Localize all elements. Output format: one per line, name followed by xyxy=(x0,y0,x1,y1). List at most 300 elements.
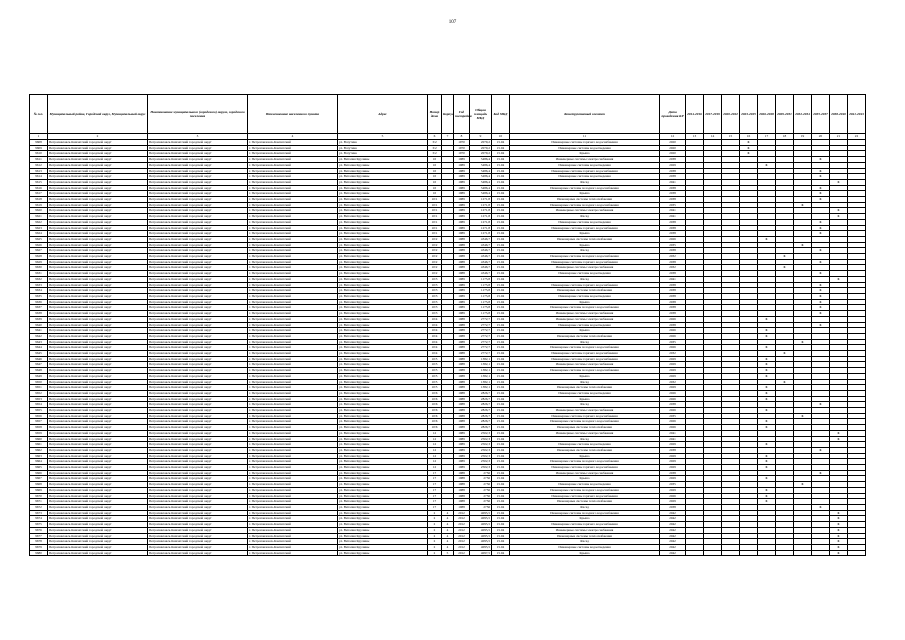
district-cell: Петропавловск-Камчатский городской округ xyxy=(48,345,148,351)
repair-date-cell: 2042 xyxy=(660,527,686,533)
settlement-cell: Петропавловск-Камчатский городской округ xyxy=(148,351,248,357)
element-cell: Фасад xyxy=(510,539,660,545)
house-number-cell: 10/6 xyxy=(428,390,442,396)
element-cell: Инженерные системы электроснабжения xyxy=(510,470,660,476)
element-cell: Инженерные системы теплоснабжения xyxy=(510,425,660,431)
column-number: 11 xyxy=(510,134,660,140)
street-cell: ул. Виталия Кручины xyxy=(338,271,428,277)
settlement-cell: Петропавловск-Камчатский городской округ xyxy=(148,459,248,465)
street-cell: ул. Виталия Кручины xyxy=(338,322,428,328)
settlement-cell: Петропавловск-Камчатский городской округ xyxy=(148,539,248,545)
column-number: 14 xyxy=(704,134,722,140)
repair-date-cell: 2041 xyxy=(660,276,686,282)
district-cell: Петропавловск-Камчатский городской округ xyxy=(48,316,148,322)
district-cell: Петропавловск-Камчатский городской округ xyxy=(48,276,148,282)
row-number: 9632 xyxy=(30,276,48,282)
repair-date-cell: 2042 xyxy=(660,533,686,539)
locality-cell: г. Петропавловск-Камчатский xyxy=(248,459,338,465)
district-cell: Петропавловск-Камчатский городской округ xyxy=(48,482,148,488)
house-number-cell: 2 xyxy=(428,522,442,528)
period-cell: X xyxy=(758,396,776,402)
column-number: 22 xyxy=(848,134,866,140)
year-cell: 1988 xyxy=(454,499,470,505)
street-cell: ул. Виталия Кручины xyxy=(338,351,428,357)
settlement-cell: Петропавловск-Камчатский городской округ xyxy=(148,413,248,419)
building-cell: 4 xyxy=(442,544,454,550)
column-number: 5 xyxy=(338,134,428,140)
settlement-cell: Петропавловск-Камчатский городской округ xyxy=(148,493,248,499)
year-cell: 1989 xyxy=(454,465,470,471)
house-number-cell: 10 xyxy=(428,191,442,197)
element-cell: Инженерные системы водоотведения xyxy=(510,293,660,299)
locality-cell: г. Петропавловск-Камчатский xyxy=(248,151,338,157)
code-cell: 15.04 xyxy=(492,311,510,317)
row-number: 9664 xyxy=(30,459,48,465)
element-cell: Инженерные системы электроснабжения xyxy=(510,208,660,214)
house-number-cell: 2 xyxy=(428,527,442,533)
locality-cell: г. Петропавловск-Камчатский xyxy=(248,197,338,203)
code-cell: 15.04 xyxy=(492,179,510,185)
locality-cell: г. Петропавловск-Камчатский xyxy=(248,356,338,362)
row-number: 9614 xyxy=(30,174,48,180)
row-number: 9627 xyxy=(30,248,48,254)
period-cell: X xyxy=(812,322,830,328)
code-cell: 15.04 xyxy=(492,465,510,471)
street-cell: ул. Виталия Кручины xyxy=(338,453,428,459)
area-cell: 4346,7 xyxy=(470,265,492,271)
district-cell: Петропавловск-Камчатский городской округ xyxy=(48,447,148,453)
element-cell: Инженерные системы электроснабжения xyxy=(510,527,660,533)
repair-date-cell: 2035 xyxy=(660,202,686,208)
year-cell: 1989 xyxy=(454,436,470,442)
street-cell: ул. Виталия Кручины xyxy=(338,436,428,442)
locality-cell: г. Петропавловск-Камчатский xyxy=(248,510,338,516)
period-cell: X xyxy=(830,208,848,214)
year-cell: 1988 xyxy=(454,236,470,242)
repair-date-cell: 2038 xyxy=(660,299,686,305)
area-cell: 1271,8 xyxy=(470,202,492,208)
district-cell: Петропавловск-Камчатский городской округ xyxy=(48,168,148,174)
locality-cell: г. Петропавловск-Камчатский xyxy=(248,333,338,339)
district-cell: Петропавловск-Камчатский городской округ xyxy=(48,539,148,545)
street-cell: ул. Виталия Кручины xyxy=(338,550,428,556)
settlement-cell: Петропавловск-Камчатский городской округ xyxy=(148,373,248,379)
settlement-cell: Петропавловск-Камчатский городской округ xyxy=(148,527,248,533)
code-cell: 15.04 xyxy=(492,459,510,465)
repair-date-cell: 2026 xyxy=(660,236,686,242)
street-cell: ул. Виталия Кручины xyxy=(338,510,428,516)
code-cell: 15.04 xyxy=(492,265,510,271)
locality-cell: г. Петропавловск-Камчатский xyxy=(248,368,338,374)
code-cell: 15.04 xyxy=(492,487,510,493)
row-number: 9673 xyxy=(30,510,48,516)
house-number-cell: 10/4 xyxy=(428,351,442,357)
house-number-cell: 10 xyxy=(428,162,442,168)
code-cell: 15.04 xyxy=(492,282,510,288)
row-number: 9620 xyxy=(30,208,48,214)
column-header: Дата проведения КР xyxy=(660,95,686,134)
row-number: 9644 xyxy=(30,345,48,351)
house-number-cell: 12 xyxy=(428,453,442,459)
element-cell: Инженерные системы водоотведения xyxy=(510,219,660,225)
period-cell: X xyxy=(758,356,776,362)
element-cell: Инженерные системы электроснабжения xyxy=(510,408,660,414)
district-cell: Петропавловск-Камчатский городской округ xyxy=(48,271,148,277)
period-cell: X xyxy=(812,282,830,288)
district-cell: Петропавловск-Камчатский городской округ xyxy=(48,151,148,157)
settlement-cell: Петропавловск-Камчатский городской округ xyxy=(148,191,248,197)
repair-date-cell: 2029 xyxy=(660,373,686,379)
street-cell: ул. Виталия Кручины xyxy=(338,236,428,242)
district-cell: Петропавловск-Камчатский городской округ xyxy=(48,140,148,146)
row-number: 9662 xyxy=(30,447,48,453)
column-header: Наименование населенного пункта xyxy=(248,95,338,134)
year-cell: 1989 xyxy=(454,157,470,163)
column-header: 2017-2019 xyxy=(704,95,722,134)
repair-date-cell: 2038 xyxy=(660,271,686,277)
year-cell: 1989 xyxy=(454,430,470,436)
code-cell: 15.04 xyxy=(492,145,510,151)
area-cell: 1382,1 xyxy=(470,368,492,374)
house-number-cell: 10/2 xyxy=(428,259,442,265)
code-cell: 15.04 xyxy=(492,299,510,305)
house-number-cell: 10/4 xyxy=(428,339,442,345)
locality-cell: г. Петропавловск-Камчатский xyxy=(248,470,338,476)
street-cell: ул. Виталия Кручины xyxy=(338,328,428,334)
street-cell: ул. Виталия Кручины xyxy=(338,368,428,374)
row-number: 9618 xyxy=(30,197,48,203)
area-cell: 1175,8 xyxy=(470,299,492,305)
repair-date-cell: 2038 xyxy=(660,174,686,180)
repair-date-cell: 2042 xyxy=(660,516,686,522)
settlement-cell: Петропавловск-Камчатский городской округ xyxy=(148,179,248,185)
area-cell: 4346,7 xyxy=(470,271,492,277)
house-number-cell: 10/6 xyxy=(428,413,442,419)
year-cell: 1988 xyxy=(454,482,470,488)
period-cell: X xyxy=(812,305,830,311)
area-cell: 2756 xyxy=(470,505,492,511)
street-cell: ул. Виталия Кручины xyxy=(338,333,428,339)
house-number-cell: 10/3 xyxy=(428,293,442,299)
street-cell: ул. Виталия Кручины xyxy=(338,356,428,362)
row-number: 9608 xyxy=(30,140,48,146)
street-cell: ул. Виталия Кручины xyxy=(338,527,428,533)
element-cell: Крыша xyxy=(510,453,660,459)
locality-cell: г. Петропавловск-Камчатский xyxy=(248,442,338,448)
period-cell: X xyxy=(758,465,776,471)
repair-date-cell: 2041 xyxy=(660,430,686,436)
repair-date-cell: 2026 xyxy=(660,345,686,351)
code-cell: 15.04 xyxy=(492,425,510,431)
repair-date-cell: 2038 xyxy=(660,219,686,225)
period-cell: X xyxy=(740,151,758,157)
street-cell: ул. Виталия Кручины xyxy=(338,390,428,396)
row-number: 9656 xyxy=(30,413,48,419)
row-number: 9635 xyxy=(30,293,48,299)
area-cell: 2502,3 xyxy=(470,459,492,465)
period-cell: X xyxy=(794,202,812,208)
code-cell: 15.04 xyxy=(492,168,510,174)
settlement-cell: Петропавловск-Камчатский городской округ xyxy=(148,362,248,368)
district-cell: Петропавловск-Камчатский городской округ xyxy=(48,197,148,203)
element-cell: Инженерные системы водоотведения xyxy=(510,322,660,328)
settlement-cell: Петропавловск-Камчатский городской округ xyxy=(148,311,248,317)
street-cell: ул. Виталия Кручины xyxy=(338,533,428,539)
settlement-cell: Петропавловск-Камчатский городской округ xyxy=(148,271,248,277)
street-cell: ул. Виталия Кручины xyxy=(338,316,428,322)
period-cell xyxy=(794,550,812,556)
row-number: 9631 xyxy=(30,271,48,277)
locality-cell: г. Петропавловск-Камчатский xyxy=(248,533,338,539)
year-cell: 1988 xyxy=(454,254,470,260)
row-number: 9642 xyxy=(30,333,48,339)
table-body xyxy=(30,140,866,556)
district-cell: Петропавловск-Камчатский городской округ xyxy=(48,493,148,499)
row-number: 9677 xyxy=(30,533,48,539)
house-number-cell: 10/1 xyxy=(428,214,442,220)
period-cell: X xyxy=(758,362,776,368)
period-cell: X xyxy=(740,140,758,146)
house-number-cell: 10/4 xyxy=(428,333,442,339)
year-cell: 1988 xyxy=(454,271,470,277)
repair-date-cell: 2042 xyxy=(660,539,686,545)
column-number: 9 xyxy=(470,134,492,140)
element-cell: Инженерные системы горячего водоснабжения xyxy=(510,259,660,265)
locality-cell: г. Петропавловск-Камчатский xyxy=(248,140,338,146)
district-cell: Петропавловск-Камчатский городской округ xyxy=(48,476,148,482)
house-number-cell: 10/3 xyxy=(428,305,442,311)
area-cell: 2756 xyxy=(470,493,492,499)
house-number-cell: 2 xyxy=(428,550,442,556)
area-cell: 1271,8 xyxy=(470,225,492,231)
element-cell: Инженерные системы горячего водоснабжения xyxy=(510,522,660,528)
element-cell: Инженерные системы электроснабжения xyxy=(510,362,660,368)
period-cell xyxy=(848,550,866,556)
column-header: 2035-2037 xyxy=(812,95,830,134)
settlement-cell: Петропавловск-Камчатский городской округ xyxy=(148,487,248,493)
area-cell: 4095,5 xyxy=(470,510,492,516)
settlement-cell: Петропавловск-Камчатский городской округ xyxy=(148,499,248,505)
year-cell: 1988 xyxy=(454,470,470,476)
row-number: 9609 xyxy=(30,145,48,151)
row-number: 9624 xyxy=(30,231,48,237)
settlement-cell: Петропавловск-Камчатский городской округ xyxy=(148,328,248,334)
code-cell: 15.04 xyxy=(492,470,510,476)
element-cell: Инженерные системы горячего водоснабжения xyxy=(510,351,660,357)
code-cell: 15.04 xyxy=(492,276,510,282)
element-cell: Крыша xyxy=(510,516,660,522)
settlement-cell: Петропавловск-Камчатский городской округ xyxy=(148,208,248,214)
settlement-cell: Петропавловск-Камчатский городской округ xyxy=(148,316,248,322)
element-cell: Фасад xyxy=(510,379,660,385)
code-cell: 15.04 xyxy=(492,408,510,414)
period-cell: X xyxy=(812,470,830,476)
element-cell: Фасад xyxy=(510,402,660,408)
repair-date-cell: 2041 xyxy=(660,436,686,442)
street-cell: ул. Виталия Кручины xyxy=(338,162,428,168)
period-cell: X xyxy=(740,145,758,151)
code-cell: 15.04 xyxy=(492,271,510,277)
area-cell: 2772,7 xyxy=(470,328,492,334)
house-number-cell: 17 xyxy=(428,493,442,499)
repair-date-cell: 2029 xyxy=(660,487,686,493)
area-cell: 1175,8 xyxy=(470,311,492,317)
street-cell: ул. Виталия Кручины xyxy=(338,157,428,163)
street-cell: ул. Виталия Кручины xyxy=(338,373,428,379)
area-cell: 5486,4 xyxy=(470,162,492,168)
code-cell: 15.04 xyxy=(492,242,510,248)
street-cell: ул. Виталия Кручины xyxy=(338,419,428,425)
house-number-cell: 10/3 xyxy=(428,288,442,294)
locality-cell: г. Петропавловск-Камчатский xyxy=(248,465,338,471)
building-cell: 4 xyxy=(442,522,454,528)
street-cell: ул. Виталия Кручины xyxy=(338,408,428,414)
locality-cell: г. Петропавловск-Камчатский xyxy=(248,345,338,351)
district-cell: Петропавловск-Камчатский городской округ xyxy=(48,339,148,345)
year-cell: 1989 xyxy=(454,197,470,203)
district-cell: Петропавловск-Камчатский городской округ xyxy=(48,356,148,362)
period-cell: X xyxy=(758,373,776,379)
year-cell: 1970 xyxy=(454,140,470,146)
repair-date-cell: 2035 xyxy=(660,482,686,488)
district-cell: Петропавловск-Камчатский городской округ xyxy=(48,390,148,396)
district-cell: Петропавловск-Камчатский городской округ xyxy=(48,368,148,374)
repair-date-cell: 2038 xyxy=(660,197,686,203)
period-cell: X xyxy=(830,510,848,516)
repair-date-cell: 2029 xyxy=(660,162,686,168)
locality-cell: г. Петропавловск-Камчатский xyxy=(248,402,338,408)
area-cell: 2502,3 xyxy=(470,465,492,471)
house-number-cell: 10/3 xyxy=(428,311,442,317)
code-cell: 15.04 xyxy=(492,396,510,402)
settlement-cell: Петропавловск-Камчатский городской округ xyxy=(148,145,248,151)
element-cell: Инженерные системы холодного водоснабжения xyxy=(510,459,660,465)
code-cell: 15.04 xyxy=(492,293,510,299)
house-number-cell: 10/5 xyxy=(428,368,442,374)
period-cell: X xyxy=(830,550,848,556)
street-cell: ул. Виталия Кручины xyxy=(338,276,428,282)
column-header: Наименование муниципального (городского) округа, городского поселения xyxy=(148,95,248,134)
element-cell: Инженерные системы горячего водоснабжения xyxy=(510,168,660,174)
row-number: 9619 xyxy=(30,202,48,208)
area-cell: 2079,2 xyxy=(470,151,492,157)
locality-cell: г. Петропавловск-Камчатский xyxy=(248,219,338,225)
area-cell: 1382,1 xyxy=(470,373,492,379)
repair-date-cell: 2038 xyxy=(660,157,686,163)
district-cell: Петропавловск-Камчатский городской округ xyxy=(48,362,148,368)
area-cell: 2772,7 xyxy=(470,345,492,351)
district-cell: Петропавловск-Камчатский городской округ xyxy=(48,442,148,448)
row-number: 9679 xyxy=(30,544,48,550)
repair-date-cell: 2026 xyxy=(660,390,686,396)
element-cell: Инженерные системы горячего водоснабжения xyxy=(510,356,660,362)
area-cell: 5486,4 xyxy=(470,185,492,191)
district-cell: Петропавловск-Камчатский городской округ xyxy=(48,293,148,299)
district-cell: Петропавловск-Камчатский городской округ xyxy=(48,413,148,419)
street-cell: ул. Виталия Кручины xyxy=(338,191,428,197)
code-cell: 15.04 xyxy=(492,333,510,339)
area-cell: 2772,7 xyxy=(470,351,492,357)
repair-date-cell: 2020 xyxy=(660,151,686,157)
settlement-cell: Петропавловск-Камчатский городской округ xyxy=(148,197,248,203)
element-cell: Крыша xyxy=(510,191,660,197)
year-cell: 1988 xyxy=(454,425,470,431)
settlement-cell: Петропавловск-Камчатский городской округ xyxy=(148,356,248,362)
period-cell: X xyxy=(758,333,776,339)
locality-cell: г. Петропавловск-Камчатский xyxy=(248,419,338,425)
year-cell: 1989 xyxy=(454,299,470,305)
row-number: 9676 xyxy=(30,527,48,533)
column-header: Год постройки xyxy=(454,95,470,134)
street-cell: ул. Виталия Кручины xyxy=(338,219,428,225)
period-cell: X xyxy=(776,254,794,260)
period-cell: X xyxy=(794,339,812,345)
locality-cell: г. Петропавловск-Камчатский xyxy=(248,544,338,550)
element-cell: Крыша xyxy=(510,151,660,157)
settlement-cell: Петропавловск-Камчатский городской округ xyxy=(148,465,248,471)
repair-date-cell: 2026 xyxy=(660,316,686,322)
repair-date-cell: 2032 xyxy=(660,379,686,385)
row-number: 9638 xyxy=(30,311,48,317)
period-cell: X xyxy=(812,191,830,197)
building-cell: 4 xyxy=(442,510,454,516)
year-cell: 1989 xyxy=(454,311,470,317)
period-cell: X xyxy=(830,522,848,528)
street-cell: ул. Виталия Кручины xyxy=(338,339,428,345)
period-cell: X xyxy=(758,442,776,448)
column-header: Конструктивный элемент xyxy=(510,95,660,134)
period-cell xyxy=(722,550,740,556)
repair-date-cell: 2038 xyxy=(660,231,686,237)
street-cell: ул. Виталия Кручины xyxy=(338,214,428,220)
code-cell: 15.04 xyxy=(492,162,510,168)
year-cell: 2012 xyxy=(454,510,470,516)
locality-cell: г. Петропавловск-Камчатский xyxy=(248,539,338,545)
code-cell: 15.04 xyxy=(492,453,510,459)
street-cell: ул. Виталия Кручины xyxy=(338,425,428,431)
element-cell: Фасад xyxy=(510,436,660,442)
year-cell: 1988 xyxy=(454,339,470,345)
element-cell: Крыша xyxy=(510,550,660,556)
settlement-cell: Петропавловск-Камчатский городской округ xyxy=(148,157,248,163)
settlement-cell: Петропавловск-Камчатский городской округ xyxy=(148,168,248,174)
repair-date-cell: 2029 xyxy=(660,499,686,505)
locality-cell: г. Петропавловск-Камчатский xyxy=(248,259,338,265)
row-number: 9641 xyxy=(30,328,48,334)
house-number-cell: 10/1 xyxy=(428,225,442,231)
repair-date-cell: 2035 xyxy=(660,339,686,345)
street-cell: ул. Виталия Кручины xyxy=(338,487,428,493)
street-cell: ул. Виталия Кручины xyxy=(338,265,428,271)
table-header-row xyxy=(30,95,866,134)
year-cell: 1989 xyxy=(454,225,470,231)
area-cell: 2079,2 xyxy=(470,145,492,151)
district-cell: Петропавловск-Камчатский городской округ xyxy=(48,379,148,385)
house-number-cell: 10/3 xyxy=(428,276,442,282)
settlement-cell: Петропавловск-Камчатский городской округ xyxy=(148,219,248,225)
year-cell: 1988 xyxy=(454,322,470,328)
period-cell: X xyxy=(758,476,776,482)
area-cell: 2079,2 xyxy=(470,140,492,146)
house-number-cell: 10/2 xyxy=(428,242,442,248)
locality-cell: г. Петропавловск-Камчатский xyxy=(248,322,338,328)
period-cell: X xyxy=(758,328,776,334)
district-cell: Петропавловск-Камчатский городской округ xyxy=(48,402,148,408)
area-cell: 1175,8 xyxy=(470,282,492,288)
district-cell: Петропавловск-Камчатский городской округ xyxy=(48,425,148,431)
repair-date-cell: 2038 xyxy=(660,288,686,294)
row-number: 9655 xyxy=(30,408,48,414)
